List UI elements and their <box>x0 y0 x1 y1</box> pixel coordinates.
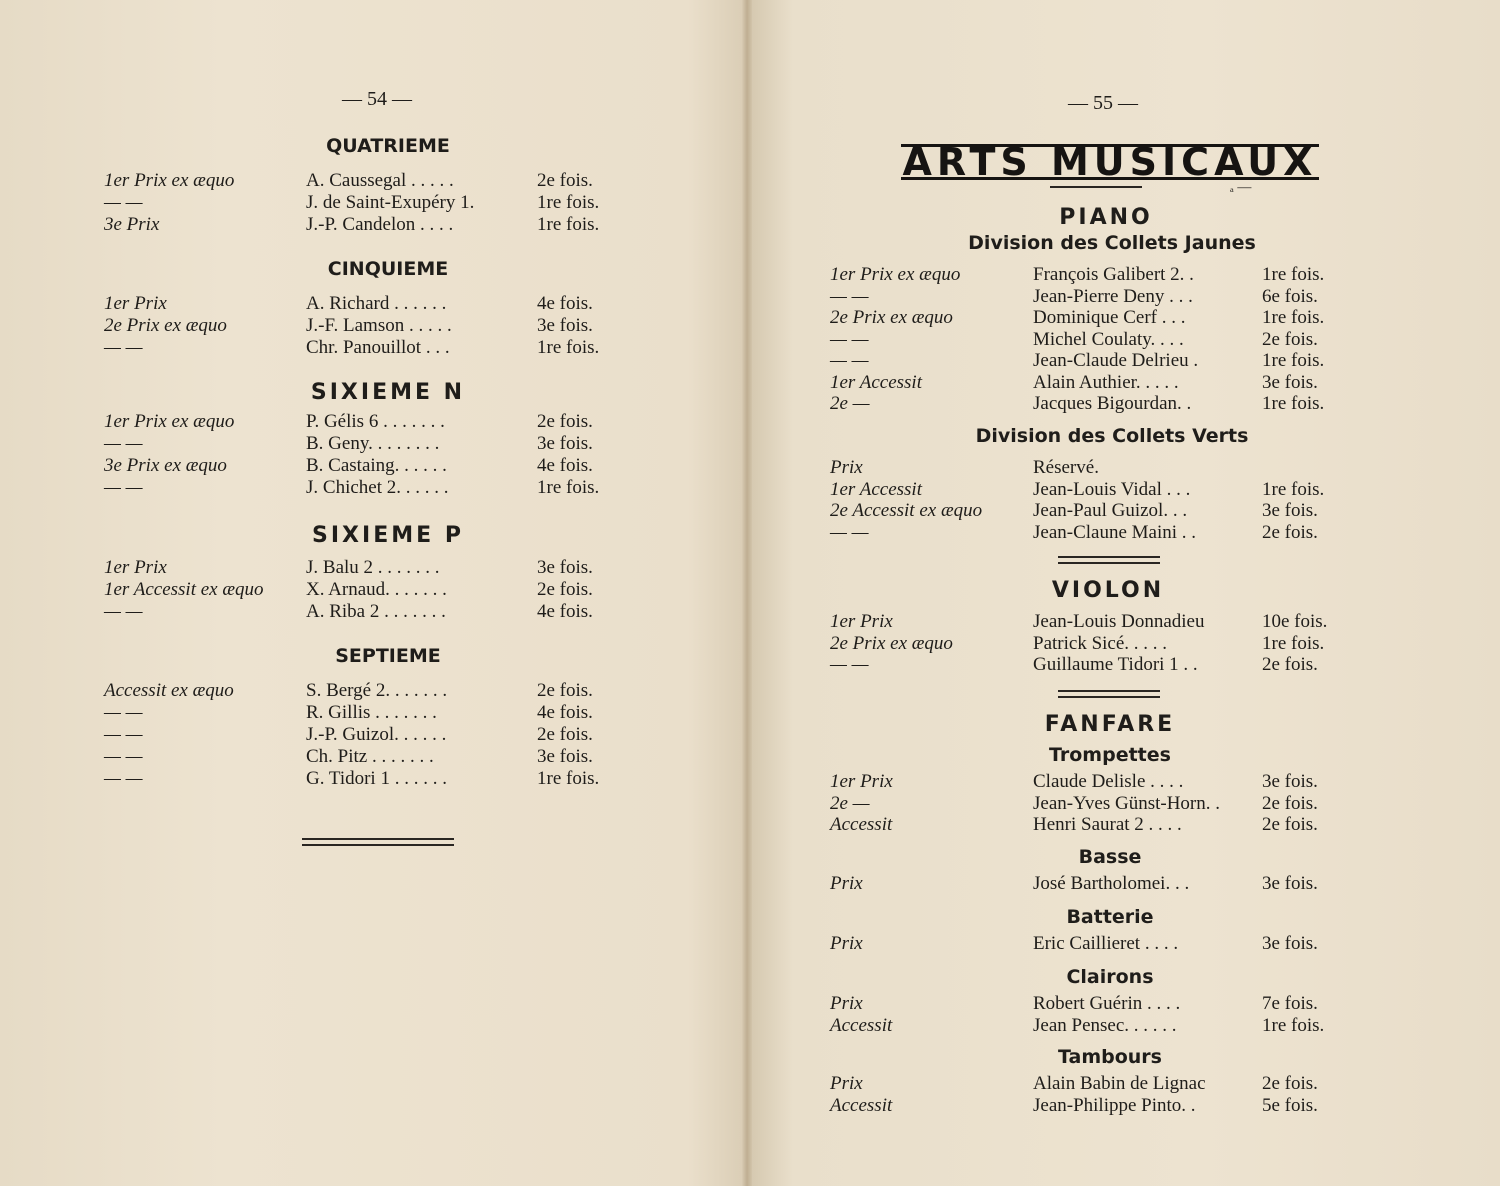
result-row <box>0 350 1500 372</box>
section-heading: Division des Collets Jaunes <box>968 232 1256 254</box>
student-name: Ch. Pitz . . . . . . . <box>306 746 434 767</box>
result-row <box>0 611 1500 633</box>
result-row <box>0 264 1500 286</box>
times-count: 1re fois. <box>1262 264 1325 285</box>
student-name: Eric Caillieret . . . . <box>1033 933 1179 954</box>
times-count: 2e fois. <box>1262 1073 1318 1094</box>
rank-label: 1er Accessit ex æquo <box>104 579 264 600</box>
student-name: B. Geny. . . . . . . . <box>306 433 440 454</box>
rank-label: — — <box>104 477 143 498</box>
section-heading: QUATRIEME <box>326 135 450 157</box>
student-name: J. Chichet 2. . . . . . <box>306 477 449 498</box>
times-count: 6e fois. <box>1262 285 1318 307</box>
times-count: 3e fois. <box>1262 933 1318 954</box>
result-row <box>0 457 1500 479</box>
section-heading: Clairons <box>1066 966 1154 988</box>
rank-label: 3e Prix <box>104 214 160 235</box>
times-count: 2e fois. <box>537 170 593 191</box>
student-name: Jean-Claune Maini . . <box>1033 521 1197 543</box>
student-name: A. Riba 2 . . . . . . . <box>306 601 446 622</box>
result-row <box>0 170 1500 192</box>
result-row <box>0 214 1500 236</box>
section-rule-1 <box>1058 556 1160 564</box>
result-row <box>0 633 1500 655</box>
student-name: José Bartholomei. . . <box>1033 873 1190 894</box>
section-heading: CINQUIEME <box>327 258 449 280</box>
rank-label: 1er Prix <box>830 611 893 632</box>
student-name: J.-P. Candelon . . . . <box>306 214 454 235</box>
rank-label: 2e — <box>830 792 870 814</box>
result-row <box>0 479 1500 501</box>
times-count: 1re fois. <box>1262 350 1325 371</box>
rank-label: — — <box>830 285 869 307</box>
result-row <box>0 724 1500 746</box>
times-count: 1re fois. <box>537 192 600 213</box>
rank-label: — — <box>104 724 143 745</box>
rank-label: — — <box>830 654 869 675</box>
section-heading: Tambours <box>1058 1046 1162 1068</box>
rank-label: 3e Prix ex æquo <box>104 455 227 476</box>
rank-label: — — <box>104 433 143 454</box>
rank-label: 1er Accessit <box>830 371 922 393</box>
student-name: Jean-Philippe Pinto. . <box>1033 1094 1196 1116</box>
times-count: 7e fois. <box>1262 993 1318 1014</box>
result-row <box>0 286 1500 308</box>
student-name: Jacques Bigourdan. . <box>1033 393 1192 414</box>
result-row <box>0 680 1500 702</box>
rank-label: 1er Prix <box>104 293 167 314</box>
times-count: 3e fois. <box>537 746 593 767</box>
student-name: Alain Babin de Lignac <box>1033 1073 1206 1094</box>
result-row <box>0 993 1500 1015</box>
result-row <box>0 1015 1500 1037</box>
section-heading: Trompettes <box>1049 744 1171 766</box>
student-name: Claude Delisle . . . . <box>1033 771 1184 792</box>
times-count: 10e fois. <box>1262 611 1328 632</box>
result-row <box>0 329 1500 351</box>
times-count: 2e fois. <box>1262 654 1318 675</box>
student-name: Jean-Paul Guizol. . . <box>1033 500 1188 521</box>
times-count: 1re fois. <box>537 214 600 235</box>
rank-label: 2e Accessit ex æquo <box>830 500 983 521</box>
student-name: Alain Authier. . . . . <box>1033 371 1179 393</box>
rank-label: — — <box>104 337 143 358</box>
result-row <box>0 702 1500 724</box>
student-name: J.-F. Lamson . . . . . <box>306 315 452 336</box>
student-name: J. Balu 2 . . . . . . . <box>306 557 440 578</box>
student-name: J. de Saint-Exupéry 1. <box>306 192 475 213</box>
student-name: Jean-Claude Delrieu . <box>1033 350 1199 371</box>
page-number-left: — 54 — <box>342 88 412 110</box>
times-count: 4e fois. <box>537 455 593 476</box>
page-title: ARTS MUSICAUX <box>902 140 1318 184</box>
rank-label: 1er Prix ex æquo <box>104 411 235 432</box>
rank-label: Accessit <box>830 1094 893 1116</box>
times-count: 2e fois. <box>1262 328 1318 350</box>
times-count: 3e fois. <box>1262 873 1318 894</box>
section-heading: SIXIEME P <box>312 523 464 548</box>
rank-label: — — <box>104 601 143 622</box>
student-name: R. Gillis . . . . . . . <box>306 702 437 723</box>
result-row <box>0 307 1500 329</box>
section-heading: SIXIEME N <box>310 380 466 405</box>
rank-label: — — <box>104 746 143 767</box>
rank-label: 1er Prix <box>104 557 167 578</box>
rank-label: Prix <box>830 993 863 1014</box>
section-heading: VIOLON <box>1051 578 1165 603</box>
result-row <box>0 873 1500 895</box>
times-count: 2e fois. <box>1262 521 1318 543</box>
result-row <box>0 746 1500 768</box>
rank-label: 2e — <box>830 393 870 414</box>
result-row <box>0 372 1500 394</box>
rank-label: Prix <box>830 933 863 954</box>
student-name: G. Tidori 1 . . . . . . <box>306 768 447 789</box>
student-name: B. Castaing. . . . . . <box>306 455 447 476</box>
times-count: 3e fois. <box>537 557 593 578</box>
student-name: Henri Saurat 2 . . . . <box>1033 814 1182 835</box>
rank-label: 1er Prix ex æquo <box>104 170 235 191</box>
times-count: 1re fois. <box>1262 307 1325 328</box>
result-row <box>0 500 1500 522</box>
times-count: 3e fois. <box>1262 500 1318 521</box>
result-row <box>0 654 1500 676</box>
rank-label: — — <box>104 768 143 789</box>
times-count: 1re fois. <box>1262 478 1325 500</box>
section-heading: SEPTIEME <box>335 645 441 667</box>
student-name: Dominique Cerf . . . <box>1033 307 1186 328</box>
result-row <box>0 1073 1500 1095</box>
rank-label: Prix <box>830 457 863 478</box>
result-row <box>0 522 1500 544</box>
rank-label: 1er Accessit <box>830 478 922 500</box>
times-count: 1re fois. <box>1262 1014 1325 1036</box>
times-count: 5e fois. <box>1262 1094 1318 1116</box>
times-count: 2e fois. <box>1262 792 1318 814</box>
student-name: Guillaume Tidori 1 . . <box>1033 654 1198 675</box>
rank-label: — — <box>104 192 143 213</box>
rank-label: Accessit ex æquo <box>104 680 234 701</box>
rank-label: — — <box>104 702 143 723</box>
student-name: A. Richard . . . . . . <box>306 293 447 314</box>
student-name: A. Caussegal . . . . . <box>306 170 454 191</box>
rank-label: — — <box>830 328 869 350</box>
student-name: Jean-Pierre Deny . . . <box>1033 285 1193 307</box>
result-row <box>0 771 1500 793</box>
times-count: 3e fois. <box>1262 371 1318 393</box>
result-row <box>0 814 1500 836</box>
times-count: 3e fois. <box>537 315 593 336</box>
times-count: 1re fois. <box>537 768 600 789</box>
rank-label: 2e Prix ex æquo <box>104 315 227 336</box>
section-heading: Basse <box>1078 846 1142 868</box>
section-heading: FANFARE <box>1044 712 1176 737</box>
result-row <box>0 793 1500 815</box>
ornament: ₐ — <box>1230 180 1252 195</box>
rank-label: — — <box>830 350 869 371</box>
rank-label: Accessit <box>830 1014 893 1036</box>
student-name: J.-P. Guizol. . . . . . <box>306 724 447 745</box>
rank-label: 2e Prix ex æquo <box>830 632 953 654</box>
student-name: Réservé. <box>1033 457 1099 478</box>
times-count: 2e fois. <box>537 680 593 701</box>
student-name: Michel Coulaty. . . . <box>1033 328 1184 350</box>
result-row <box>0 933 1500 955</box>
rank-label: Prix <box>830 873 863 894</box>
times-count: 2e fois. <box>537 411 593 432</box>
student-name: Patrick Sicé. . . . . <box>1033 632 1168 654</box>
page-number-right: — 55 — <box>1068 92 1138 114</box>
times-count: 3e fois. <box>537 433 593 454</box>
result-row <box>0 1095 1500 1117</box>
result-row <box>0 579 1500 601</box>
result-row <box>0 192 1500 214</box>
section-heading: Batterie <box>1066 906 1154 928</box>
end-rule <box>302 838 454 846</box>
rank-label: 1er Prix <box>830 771 893 792</box>
times-count: 4e fois. <box>537 293 593 314</box>
student-name: Robert Guérin . . . . <box>1033 993 1181 1014</box>
times-count: 2e fois. <box>537 579 593 600</box>
times-count: 3e fois. <box>1262 771 1318 792</box>
rank-label: — — <box>830 521 869 543</box>
section-rule-2 <box>1058 690 1160 698</box>
section-heading: PIANO <box>1059 205 1153 230</box>
student-name: Jean Pensec. . . . . . <box>1033 1014 1177 1036</box>
student-name: Chr. Panouillot . . . <box>306 337 450 358</box>
times-count: 2e fois. <box>1262 814 1318 835</box>
rank-label: 1er Prix ex æquo <box>830 264 961 285</box>
rank-label: Prix <box>830 1073 863 1094</box>
student-name: S. Bergé 2. . . . . . . <box>306 680 448 701</box>
student-name: Jean-Yves Günst-Horn. . <box>1033 792 1221 814</box>
result-row <box>0 557 1500 579</box>
section-heading: Division des Collets Verts <box>975 425 1249 447</box>
result-row <box>0 433 1500 455</box>
student-name: François Galibert 2. . <box>1033 264 1194 285</box>
times-count: 4e fois. <box>537 601 593 622</box>
student-name: Jean-Louis Vidal . . . <box>1033 478 1191 500</box>
times-count: 2e fois. <box>537 724 593 745</box>
times-count: 1re fois. <box>537 477 600 498</box>
student-name: Jean-Louis Donnadieu <box>1033 611 1205 632</box>
rank-label: Accessit <box>830 814 893 835</box>
times-count: 1re fois. <box>1262 632 1325 654</box>
times-count: 1re fois. <box>1262 393 1325 414</box>
rank-label: 2e Prix ex æquo <box>830 307 953 328</box>
result-row <box>0 393 1500 415</box>
times-count: 1re fois. <box>537 337 600 358</box>
times-count: 4e fois. <box>537 702 593 723</box>
student-name: X. Arnaud. . . . . . . <box>306 579 447 600</box>
student-name: P. Gélis 6 . . . . . . . <box>306 411 445 432</box>
